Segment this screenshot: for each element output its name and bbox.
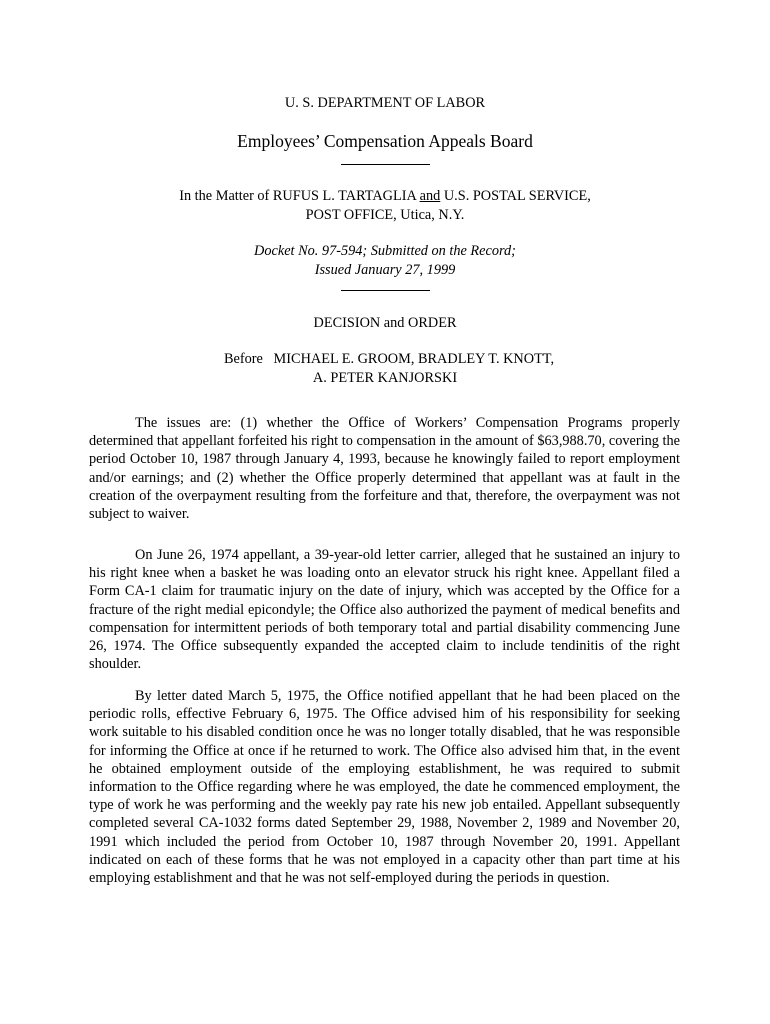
before-line-1: Before MICHAEL E. GROOM, BRADLEY T. KNOTT, — [223, 351, 555, 367]
divider-rule — [341, 290, 430, 291]
docket-info — [0, 242, 770, 279]
panel-members — [0, 350, 770, 387]
matter-prefix: In the Matter of RUFUS L. TARTAGLIA — [179, 188, 420, 204]
matter-and: and — [419, 188, 441, 204]
body-paragraph: By letter dated March 5, 1975, the Office notified appellant that he had been placed on the periodic rolls, effective February 6, 1975. The Office advised him of his responsibility for seeking work suitable to his disabled condition once he was no longer totally disabled, that he was responsible for informing the Office at once if he returned to work. The Office also advised him that, in the event he obtained employment outside of the employing establishment, he was required to submit information to the Office regarding where he was employed, the date he commenced employment, the type of work he was performing and the weekly pay rate his new job entailed. Appellant subsequently completed several CA-1032 forms dated September 29, 1988, November 2, 1989 and November 20, 1991 which included the period from October 10, 1987 through November 20, 1991. Appellant indicated on each of these forms that he was not employed in a capacity other than part time at his employing establishment and that he was not self-employed during the periods in question. — [89, 688, 680, 887]
body-paragraph: The issues are: (1) whether the Office of Workers’ Compensation Programs properly determined that appellant forfeited his right to compensation in the amount of $63,988.70, covering the period October 10, 1987 through January 4, 1993, because he knowingly failed to report employment and/or earnings; and (2) whether the Office properly determined that appellant was at fault in the creation of the overpayment resulting from the forfeiture and that, therefore, the overpayment was not subject to waiver. — [89, 415, 680, 523]
board-heading: Employees’ Compensation Appeals Board — [237, 131, 533, 151]
matter-line-2: POST OFFICE, Utica, N.Y. — [305, 206, 465, 223]
matter-suffix: U.S. POSTAL SERVICE, — [440, 188, 591, 204]
department-heading: U. S. DEPARTMENT OF LABOR — [284, 95, 486, 111]
docket-line-2: Issued January 27, 1999 — [314, 261, 456, 278]
body-paragraph: On June 26, 1974 appellant, a 39-year-old letter carrier, alleged that he sustained an injury to his right knee when a basket he was loading onto an elevator struck his right knee. Appellant filed a Form CA-1 claim for traumatic injury on the date of injury, which was accepted by the Office for a fracture of the right medial epicondyle; the Office also authorized the payment of medical benefits and compensation for intermittent periods of both temporary total and partial disability commencing June 26, 1974. The Office subsequently expanded the accepted claim to include tendinitis of the right shoulder. — [89, 547, 680, 673]
docket-line-1: Docket No. 97-594; Submitted on the Record; — [254, 243, 516, 259]
divider-rule — [341, 164, 430, 165]
before-line-2: A. PETER KANJORSKI — [312, 369, 458, 386]
matter-caption — [0, 187, 770, 224]
decision-title: DECISION and ORDER — [313, 315, 457, 331]
